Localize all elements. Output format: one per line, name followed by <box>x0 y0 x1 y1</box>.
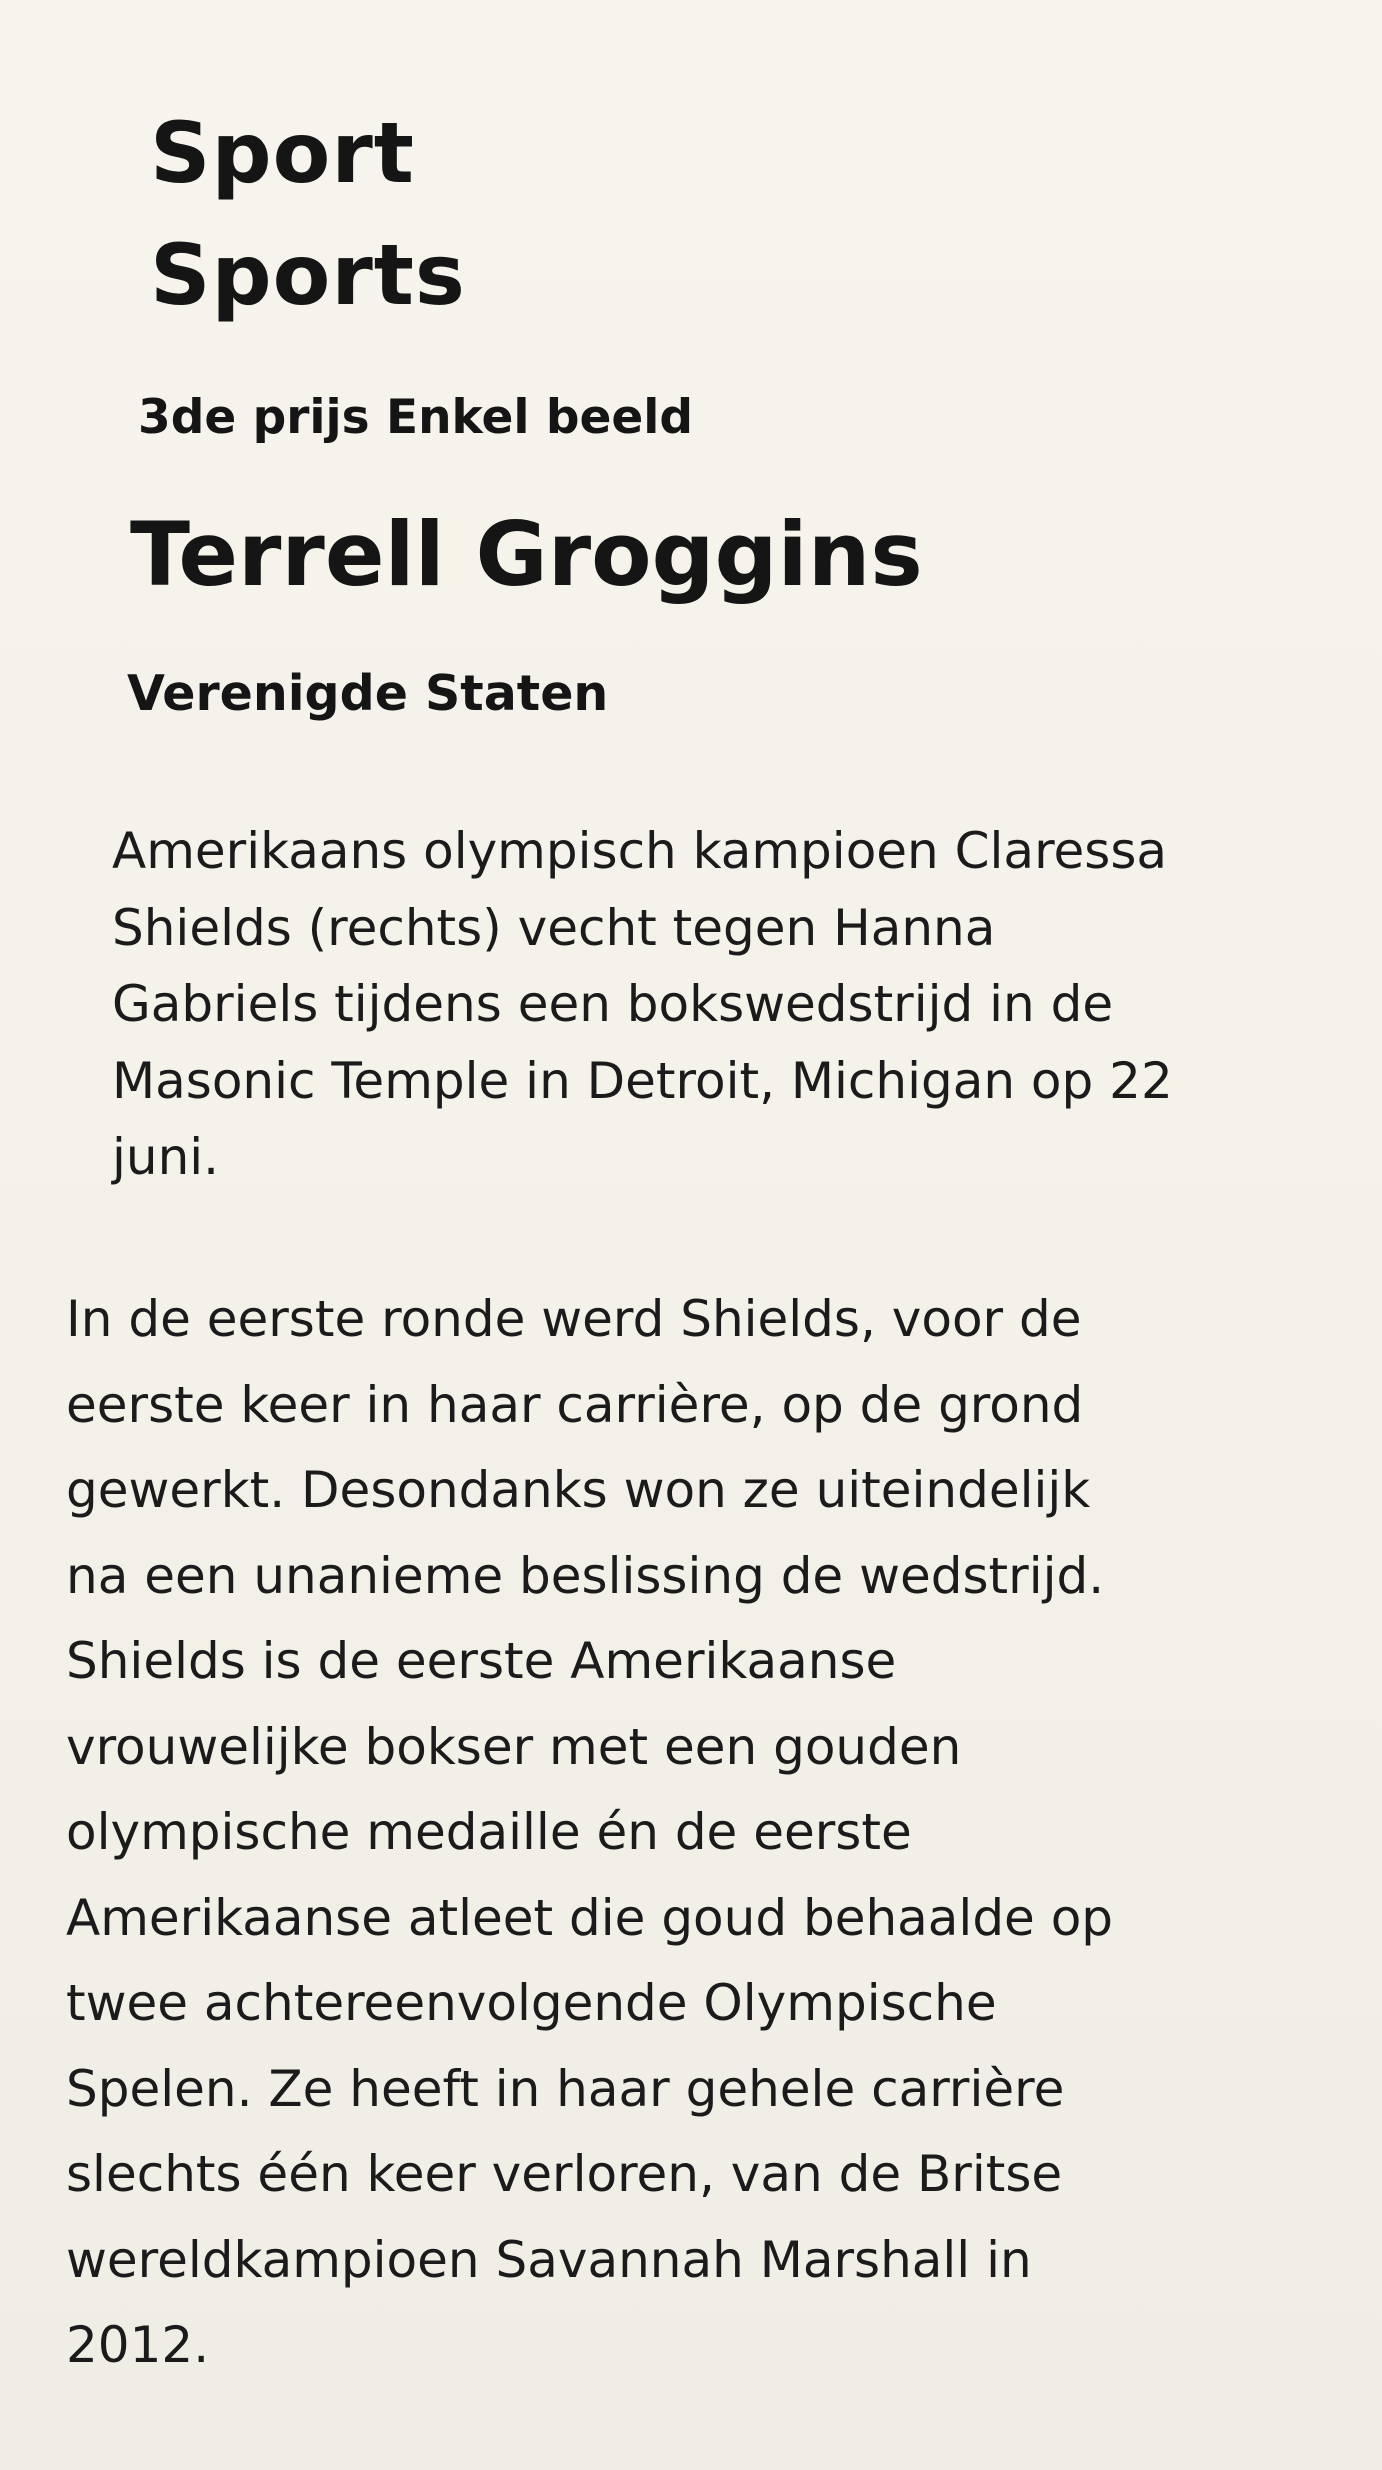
category-dutch: Sport <box>150 104 415 202</box>
photographer-country: Verenigde Staten <box>127 665 609 722</box>
prize-label: 3de prijs Enkel beeld <box>138 390 694 445</box>
caption-paragraph-2: In de eerste ronde werd Shields, voor de eerste keer in haar carrière, op de grond gewerkt. Desondanks won ze uiteindelijk na een unanieme beslissing de wedstrijd. Shields is de eerste Amerikaanse vrouwelijke bokser met een gouden olympische medaille én de eerste Amerikaanse atleet die goud behaalde op twee achtereenvolgende Olympische Spelen. Ze heeft in haar gehele carrière slechts één keer verloren, van de Britse wereldkampioen Savannah Marshall in 2012. <box>66 1290 1114 2374</box>
photographer-name: Terrell Groggins <box>130 503 923 606</box>
category-english: Sports <box>150 226 466 324</box>
category-title <box>150 92 466 336</box>
caption-paragraph-1: Amerikaans olympisch kampioen Claressa Shields (rechts) vecht tegen Hanna Gabriels tijdens een bokswedstrijd in de Masonic Temple in Detroit, Michigan op 22 juni. <box>112 822 1173 1186</box>
